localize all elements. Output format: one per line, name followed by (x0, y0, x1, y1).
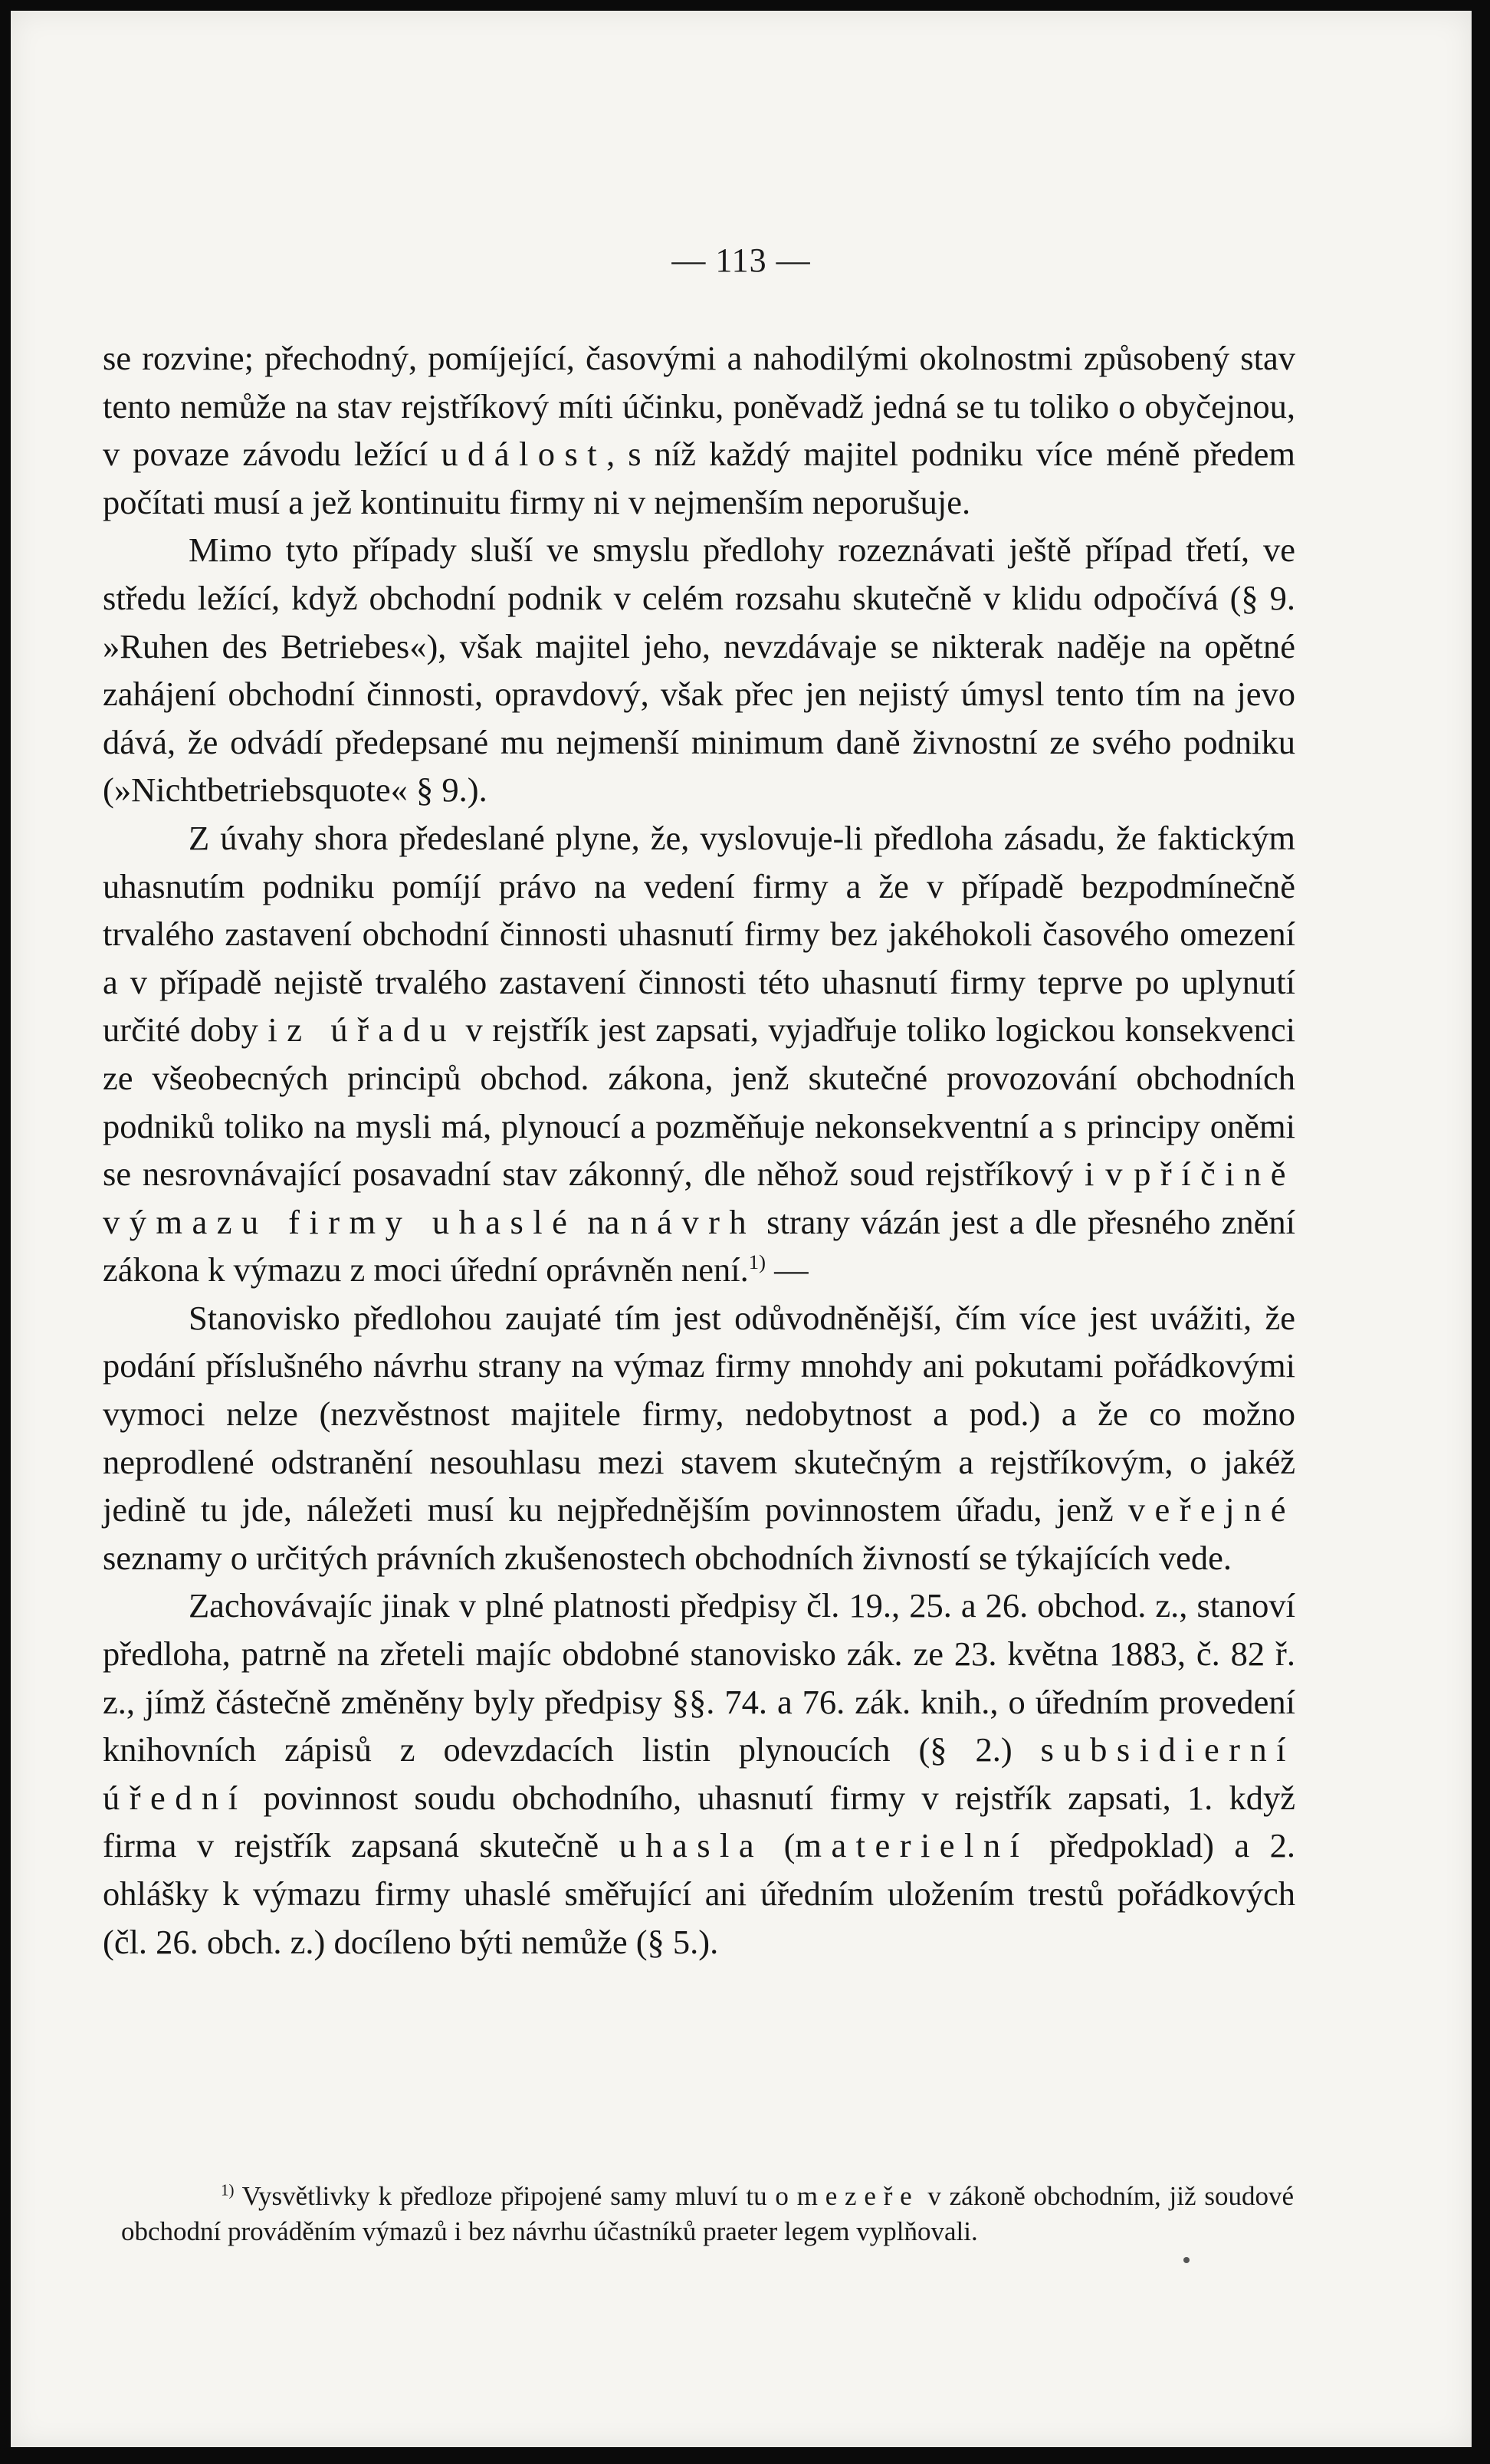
text-run: seznamy o určitých právních zkušenostech obchodních živností se týkajících vede. (103, 1538, 1232, 1577)
text-run: Zachovávajíc jinak v plné platnosti předpisy čl. 19., 25. a 26. obchod. z., stanoví předloha, patrně na zřeteli majíc obdobné stanovisko zák. ze 23. května 1883, č. 82 ř. z., jímž částečně změněny byly předpisy §§. 74. a 76. zák. knih., o úředním provedení knihovních zápisů z odevzdacích listin plynoucích (§ 2.) (103, 1586, 1295, 1769)
paragraph (103, 1582, 1295, 1966)
text-run: v zákoně obchodním, již soudové obchodní prováděním výmazů i bez návrhu účastníků praeter legem vyplňovali. (121, 2181, 1294, 2246)
footnote-marker: 1) (748, 1250, 766, 1274)
text-run: se rozvine; přechodný, pomíjející, časovými a nahodilými okolnostmi způsobený stav tento nemůže na stav rejstříkový míti účinku, poněvadž jedná se tu toliko o obyčejnou, v povaze závodu ležící (103, 339, 1295, 474)
text-run: Mimo tyto případy sluší ve smyslu předlohy rozeznávati ještě případ třetí, ve středu ležící, když obchodní podnik v celém rozsahu skutečně v klidu odpočívá (§ 9. »Ruhen des Betriebes«), však majitel jeho, nevzdávaje se nikterak naděje na opětné zahájení obchodní činnosti, opravdový, však přec jen nejistý úmysl tento tím na jevo dává, že odvádí předepsané mu nejmenší minimum daně živnostní ze svého podniku (»Nichtbetriebsquote« § 9.). (103, 531, 1295, 810)
spaced-emphasis: subsidierní úřední (103, 1730, 1295, 1817)
text-run: Z úvahy shora předeslané plyne, že, vyslovuje-li předloha zásadu, že faktickým uhasnutím podniku pomíjí právo na vedení firmy a že v případě bezpodmínečně trvalého zastavení obchodní činnosti uhasnutí firmy bez jakéhokoli časového omezení a v případě nejistě trvalého zastavení činnosti této uhasnutí firmy teprve po uplynutí určité doby i (103, 818, 1295, 1050)
paragraph (103, 334, 1295, 526)
text-run: Stanovisko předlohou zaujaté tím jest odůvodněnější, čím více jest uvážiti, že podání příslušného návrhu strany na výmaz firmy mnohdy ani pokutami pořádkovými vymoci nelze (nezvěstnost majitele firmy, nedobytnost a pod.) a že co možno neprodlené odstranění nesouhlasu mezi stavem skutečným a rejstříkovým, o jakéž jedině tu jde, náležeti musí ku nejpřednějším povinnostem úřadu, jenž (103, 1298, 1295, 1529)
page-number: — 113 — (671, 241, 811, 279)
spaced-emphasis: mezeře (796, 2181, 920, 2211)
footnote-marker: 1) (221, 2180, 235, 2200)
print-speck (1183, 2257, 1190, 2263)
paragraph (103, 1294, 1295, 1582)
footnote (121, 2179, 1294, 2249)
text-run: , s níž každý majitel podniku více méně předem počítati musí a jež kontinuitu firmy ni v nejmenším neporušuje. (103, 435, 1295, 521)
text-run: — (765, 1250, 809, 1289)
text-run: povinnost soudu obchodního, uhasnutí firmy v rejstřík zapsati, 1. když firma v rejstřík zapsaná skutečně (103, 1778, 1295, 1865)
text-run: na (576, 1202, 631, 1241)
text-run: ( (763, 1826, 796, 1865)
text-run: v rejstřík jest zapsati, vyjadřuje toliko logickou konsekvenci ze všeobecných principů obchod. zákona, jenž skutečné provozování obchodních podniků toliko na mysli má, plynoucí a pozměňuje nekonsekventní a s principy oněmi se nesrovnávající posavadní stav zákonný, dle něhož soud rejstříkový i v (103, 1010, 1295, 1194)
spaced-emphasis: uhasla (619, 1826, 764, 1865)
text-run: předpoklad) a 2. ohlášky k výmazu firmy uhaslé směřující ani úředním uložením trestů pořádkových (čl. 26. obch. z.) docíleno býti nemůže (§ 5.). (103, 1826, 1295, 1961)
spaced-emphasis: materielní (795, 1826, 1029, 1865)
body-text (103, 334, 1295, 1966)
spaced-emphasis: příčině výmazu firmy uhaslé (103, 1155, 1295, 1241)
spaced-emphasis: událost (441, 435, 607, 474)
spaced-emphasis: veřejné (1127, 1490, 1295, 1529)
spaced-emphasis: návrh (630, 1202, 756, 1241)
text-run: Vysvětlivky k předloze připojené samy mluví tu o (234, 2181, 797, 2211)
paragraph (103, 526, 1295, 814)
text-run: strany vázán jest a dle přesného znění zákona k výmazu z moci úřední oprávněn není. (103, 1202, 1295, 1289)
book-page (11, 11, 1472, 2447)
paragraph (103, 814, 1295, 1294)
spaced-emphasis: z úřadu (287, 1010, 457, 1050)
